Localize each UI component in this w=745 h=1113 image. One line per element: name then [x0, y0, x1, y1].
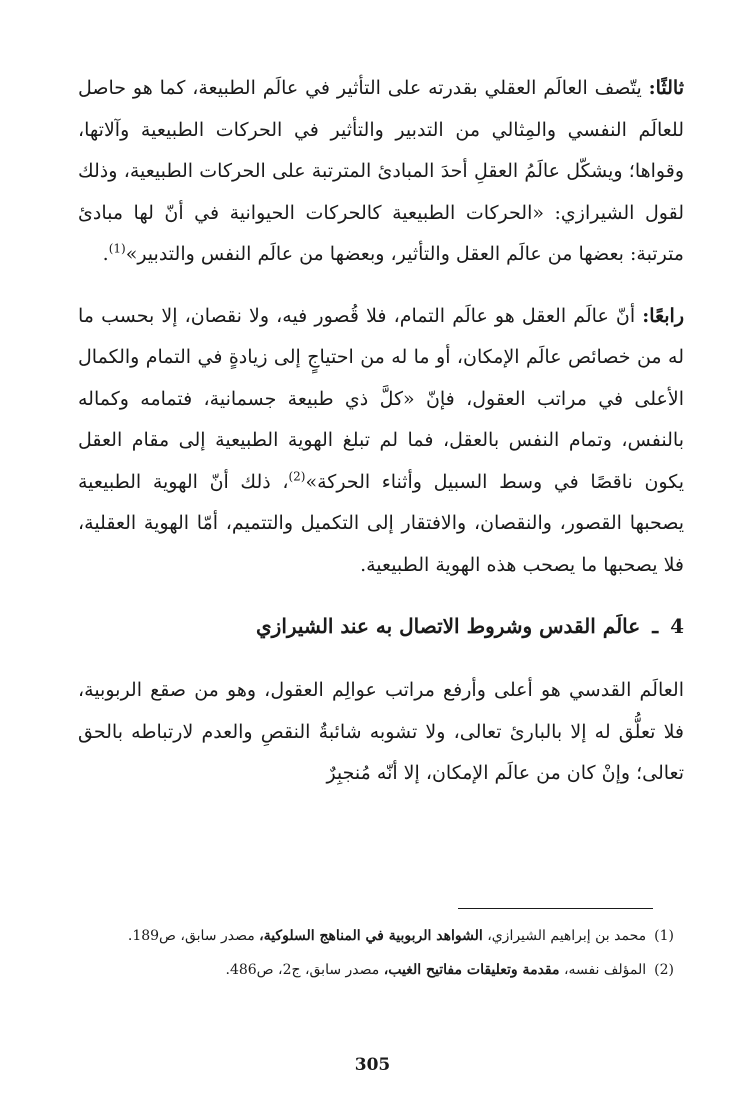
paragraph-tail: .	[102, 243, 109, 265]
footnote-divider	[458, 908, 653, 909]
paragraph-text: أنّ عالَم العقل هو عالَم التمام، فلا قُصور فيه، ولا نقصان، إلا بحسب ما له من خصائص عالَم الإمكان، أو ما له من احتياجٍ إلى زيادةٍ في التمام والكمال الأعلى في مراتب العقول، فإنّ «كلَّ ذي طبيعة جسمانية، فتمامه وكماله بالنفس، وتمام النفس بالعقل، فما لم تبلغ الهوية الطبيعية إلى مقام العقل يكون ناقصًا في وسط السبيل وأثناء الحركة»	[78, 304, 684, 493]
footnote-text	[92, 956, 646, 984]
footnote-mark: (2)	[654, 962, 674, 978]
footnote-rest: مصدر سابق، ج2، ص486.	[225, 962, 380, 978]
footnote-ref-1[interactable]: (1)	[108, 241, 126, 256]
footnote-text	[92, 922, 646, 950]
section-heading	[78, 610, 684, 642]
footnote-1	[92, 922, 674, 950]
footnotes	[92, 922, 674, 990]
footnote-2	[92, 956, 674, 984]
footnote-title: مقدمة وتعليقات مفاتيح الغيب،	[383, 962, 560, 978]
paragraph-lead-fourth: رابعًا:	[642, 304, 685, 327]
footnote-author: محمد بن إبراهيم الشيرازي،	[487, 928, 647, 944]
footnote-mark: (1)	[654, 928, 674, 944]
paragraph-lead-third: ثالثًا:	[648, 77, 684, 99]
section-dash: ـ	[652, 614, 659, 638]
footnote-author: المؤلف نفسه،	[563, 962, 647, 978]
paragraph-tail: ، ذلك أنّ الهوية الطبيعية يصحبها القصور، والنقصان، والافتقار إلى التكميل والتتميم، أمّا الهوية العقلية، فلا يصحبها ما يصحب هذه الهوية الطبيعية.	[78, 470, 684, 576]
footnote-title: الشواهد الربوبية في المناهج السلوكية،	[259, 928, 483, 944]
section-number: 4	[670, 614, 684, 638]
footnote-rest: مصدر سابق، ص189.	[127, 928, 255, 944]
footnote-ref-2[interactable]: (2)	[288, 469, 306, 484]
paragraph-holy-world	[78, 670, 684, 795]
paragraph-third	[78, 68, 684, 276]
paragraph-text: يتّصف العالَم العقلي بقدرته على التأثير في عالَم الطبيعة، كما هو حاصل للعالَم النفسي والمِثالي من التدبير والتأثير في الحركات الطبيعية وآلاتها، وقواها؛ ويشكّل عالَمُ العقلِ أحدَ المبادئ المترتبة على الحركات الطبيعية، وذلك لقول الشيرازي: «الحركات الطبيعية كالحركات الحيوانية في أنّ لها مبادئ مترتبة: بعضها من عالَم العقل والتأثير، وبعضها من عالَم النفس والتدبير»	[78, 77, 685, 265]
paragraph-spacer	[78, 276, 684, 296]
paragraph-text: العالَم القدسي هو أعلى وأرفع مراتب عوالِم العقول، وهو من صقع الربوبية، فلا تعلُّق له إلا بالبارئ تعالى، ولا تشوبه شائبةُ النقصِ والعدم لارتباطه بالحق تعالى؛ وإنْ كان من عالَم الإمكان، إلا أنّه مُنجبِرٌ	[78, 679, 684, 784]
page-number: 305	[354, 1055, 391, 1075]
paragraph-fourth	[78, 296, 684, 587]
page-body	[78, 68, 684, 795]
section-title: عالَم القدس وشروط الاتصال به عند الشيرازي	[256, 614, 641, 638]
